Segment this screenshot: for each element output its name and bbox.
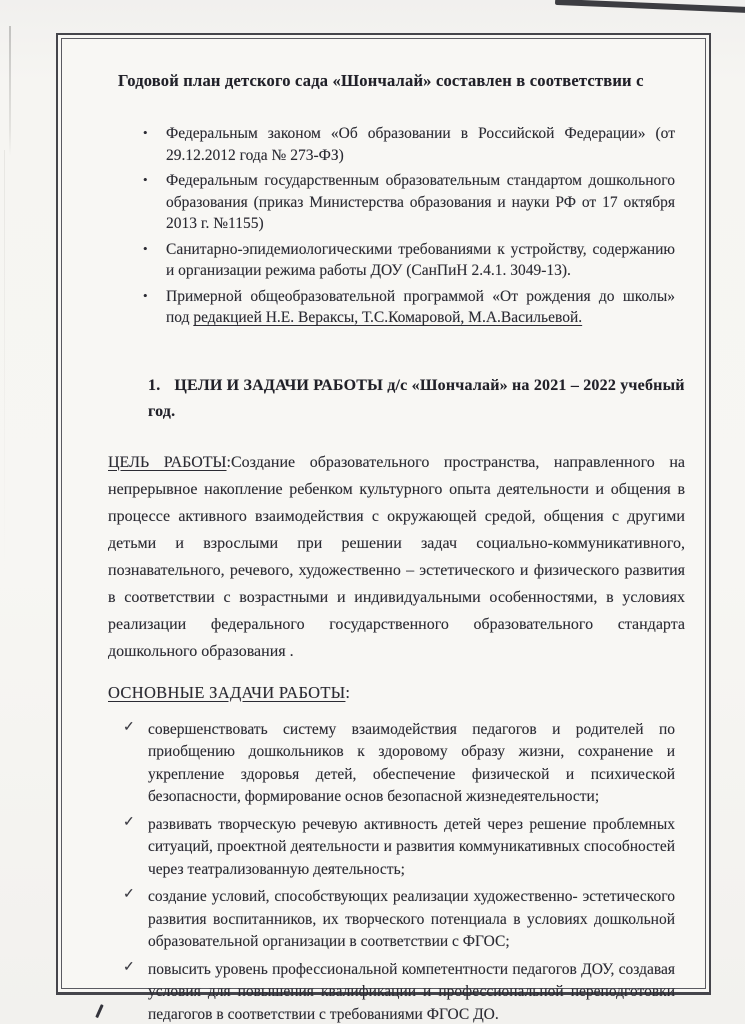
- bullet-icon: •: [143, 240, 148, 256]
- list-item: [143, 170, 675, 235]
- checkmark-icon: ✓: [123, 959, 135, 975]
- task-item: [123, 814, 675, 882]
- checkmark-icon: ✓: [123, 887, 135, 902]
- task-item-text: совершенствовать систему взаимодействия педагогов и родителей по приобщению дошкольников к здоровому образу жизни, сохранение и укрепление здоровья детей, обеспечение физической и психической безопасности, формирование основ безопасной жизнедеятельности;: [148, 720, 675, 805]
- task-item: [123, 886, 675, 954]
- list-item-text: Федеральным государственным образовательным стандартом дошкольного образования (приказ Министерства образования и науки РФ от 17 октября 2013 г. №1155): [166, 172, 675, 232]
- bullet-icon: •: [143, 287, 148, 303]
- task-item: [123, 959, 675, 1024]
- list-item: [143, 286, 675, 329]
- list-item: [143, 123, 675, 166]
- goal-label: ЦЕЛЬ РАБОТЫ: [108, 453, 227, 471]
- legal-references-list: [143, 123, 675, 329]
- bullet-icon: •: [143, 125, 148, 140]
- goal-paragraph: [108, 449, 685, 665]
- list-item-text: Федеральным законом «Об образовании в Российской Федерации» (от 29.12.2012 года № 273-ФЗ): [166, 125, 675, 164]
- section-title: ЦЕЛИ И ЗАДАЧИ РАБОТЫ д/с «Шончалай» на 2021 – 2022 учебный год.: [148, 376, 685, 420]
- tasks-heading-label: ОСНОВНЫЕ ЗАДАЧИ РАБОТЫ: [108, 682, 346, 702]
- tasks-heading-colon: :: [345, 682, 351, 702]
- bullet-icon: •: [143, 172, 148, 187]
- document-border-frame: [56, 33, 711, 1023]
- task-item-text: повысить уровень профессиональной компетентности педагогов ДОУ, создавая условия для повышения квалификации и профессиональной переподготовки педагогов в соответствии с требованиями ФГОС ДО.: [148, 960, 675, 1023]
- tasks-heading: [108, 680, 687, 706]
- checkmark-icon: ✓: [123, 814, 135, 830]
- list-item-text: Примерной общеобразовательной программой «От рождения до школы» под: [166, 287, 675, 326]
- scan-artifact-streak: [555, 0, 745, 13]
- list-item-underlined-text: редакцией Н.Е. Вераксы, Т.С.Комаровой, М.А.Васильевой.: [193, 309, 583, 326]
- document-title: Годовой план детского сада «Шончалай» составлен в соответствии с: [118, 71, 644, 90]
- paper-edge-shadow: [9, 26, 11, 156]
- list-item-text: Санитарно-эпидемиологическими требованиями к устройству, содержанию и организации режима работы ДОУ (СанПиН 2.4.1. 3049-13).: [166, 240, 675, 279]
- task-item: [123, 719, 675, 809]
- section-number: 1.: [148, 376, 161, 394]
- checkmark-icon: ✓: [123, 719, 135, 735]
- list-item: [143, 239, 675, 282]
- section-heading: [148, 373, 687, 425]
- task-item-text: создание условий, способствующих реализации художественно- эстетического развития воспитанников, их творческого потенциала в условиях дошкольной образовательной организации в соответствии с ФГОС;: [148, 888, 675, 950]
- paper-edge-shadow-lower: [4, 150, 5, 570]
- document-content: [58, 69, 709, 1024]
- tasks-list: [123, 719, 675, 1024]
- goal-text: :Создание образовательного пространства, направленного на непрерывное накопление ребенком культурного опыта деятельности и общения в процессе активного взаимодействия с окружающей средой, общения с другими детьми и взрослыми при решении задач социально-коммуникативного, познавательного, речевого, художественно – эстетического и физического развития в соответствии с возрастными и индивидуальными особенностями, в условиях реализации федерального государственного образовательного стандарта дошкольного образования .: [108, 453, 686, 660]
- task-item-text: развивать творческую речевую активность детей через решение проблемных ситуаций, проектной деятельности и развития коммуникативных способностей через театрализованную деятельность;: [148, 815, 675, 878]
